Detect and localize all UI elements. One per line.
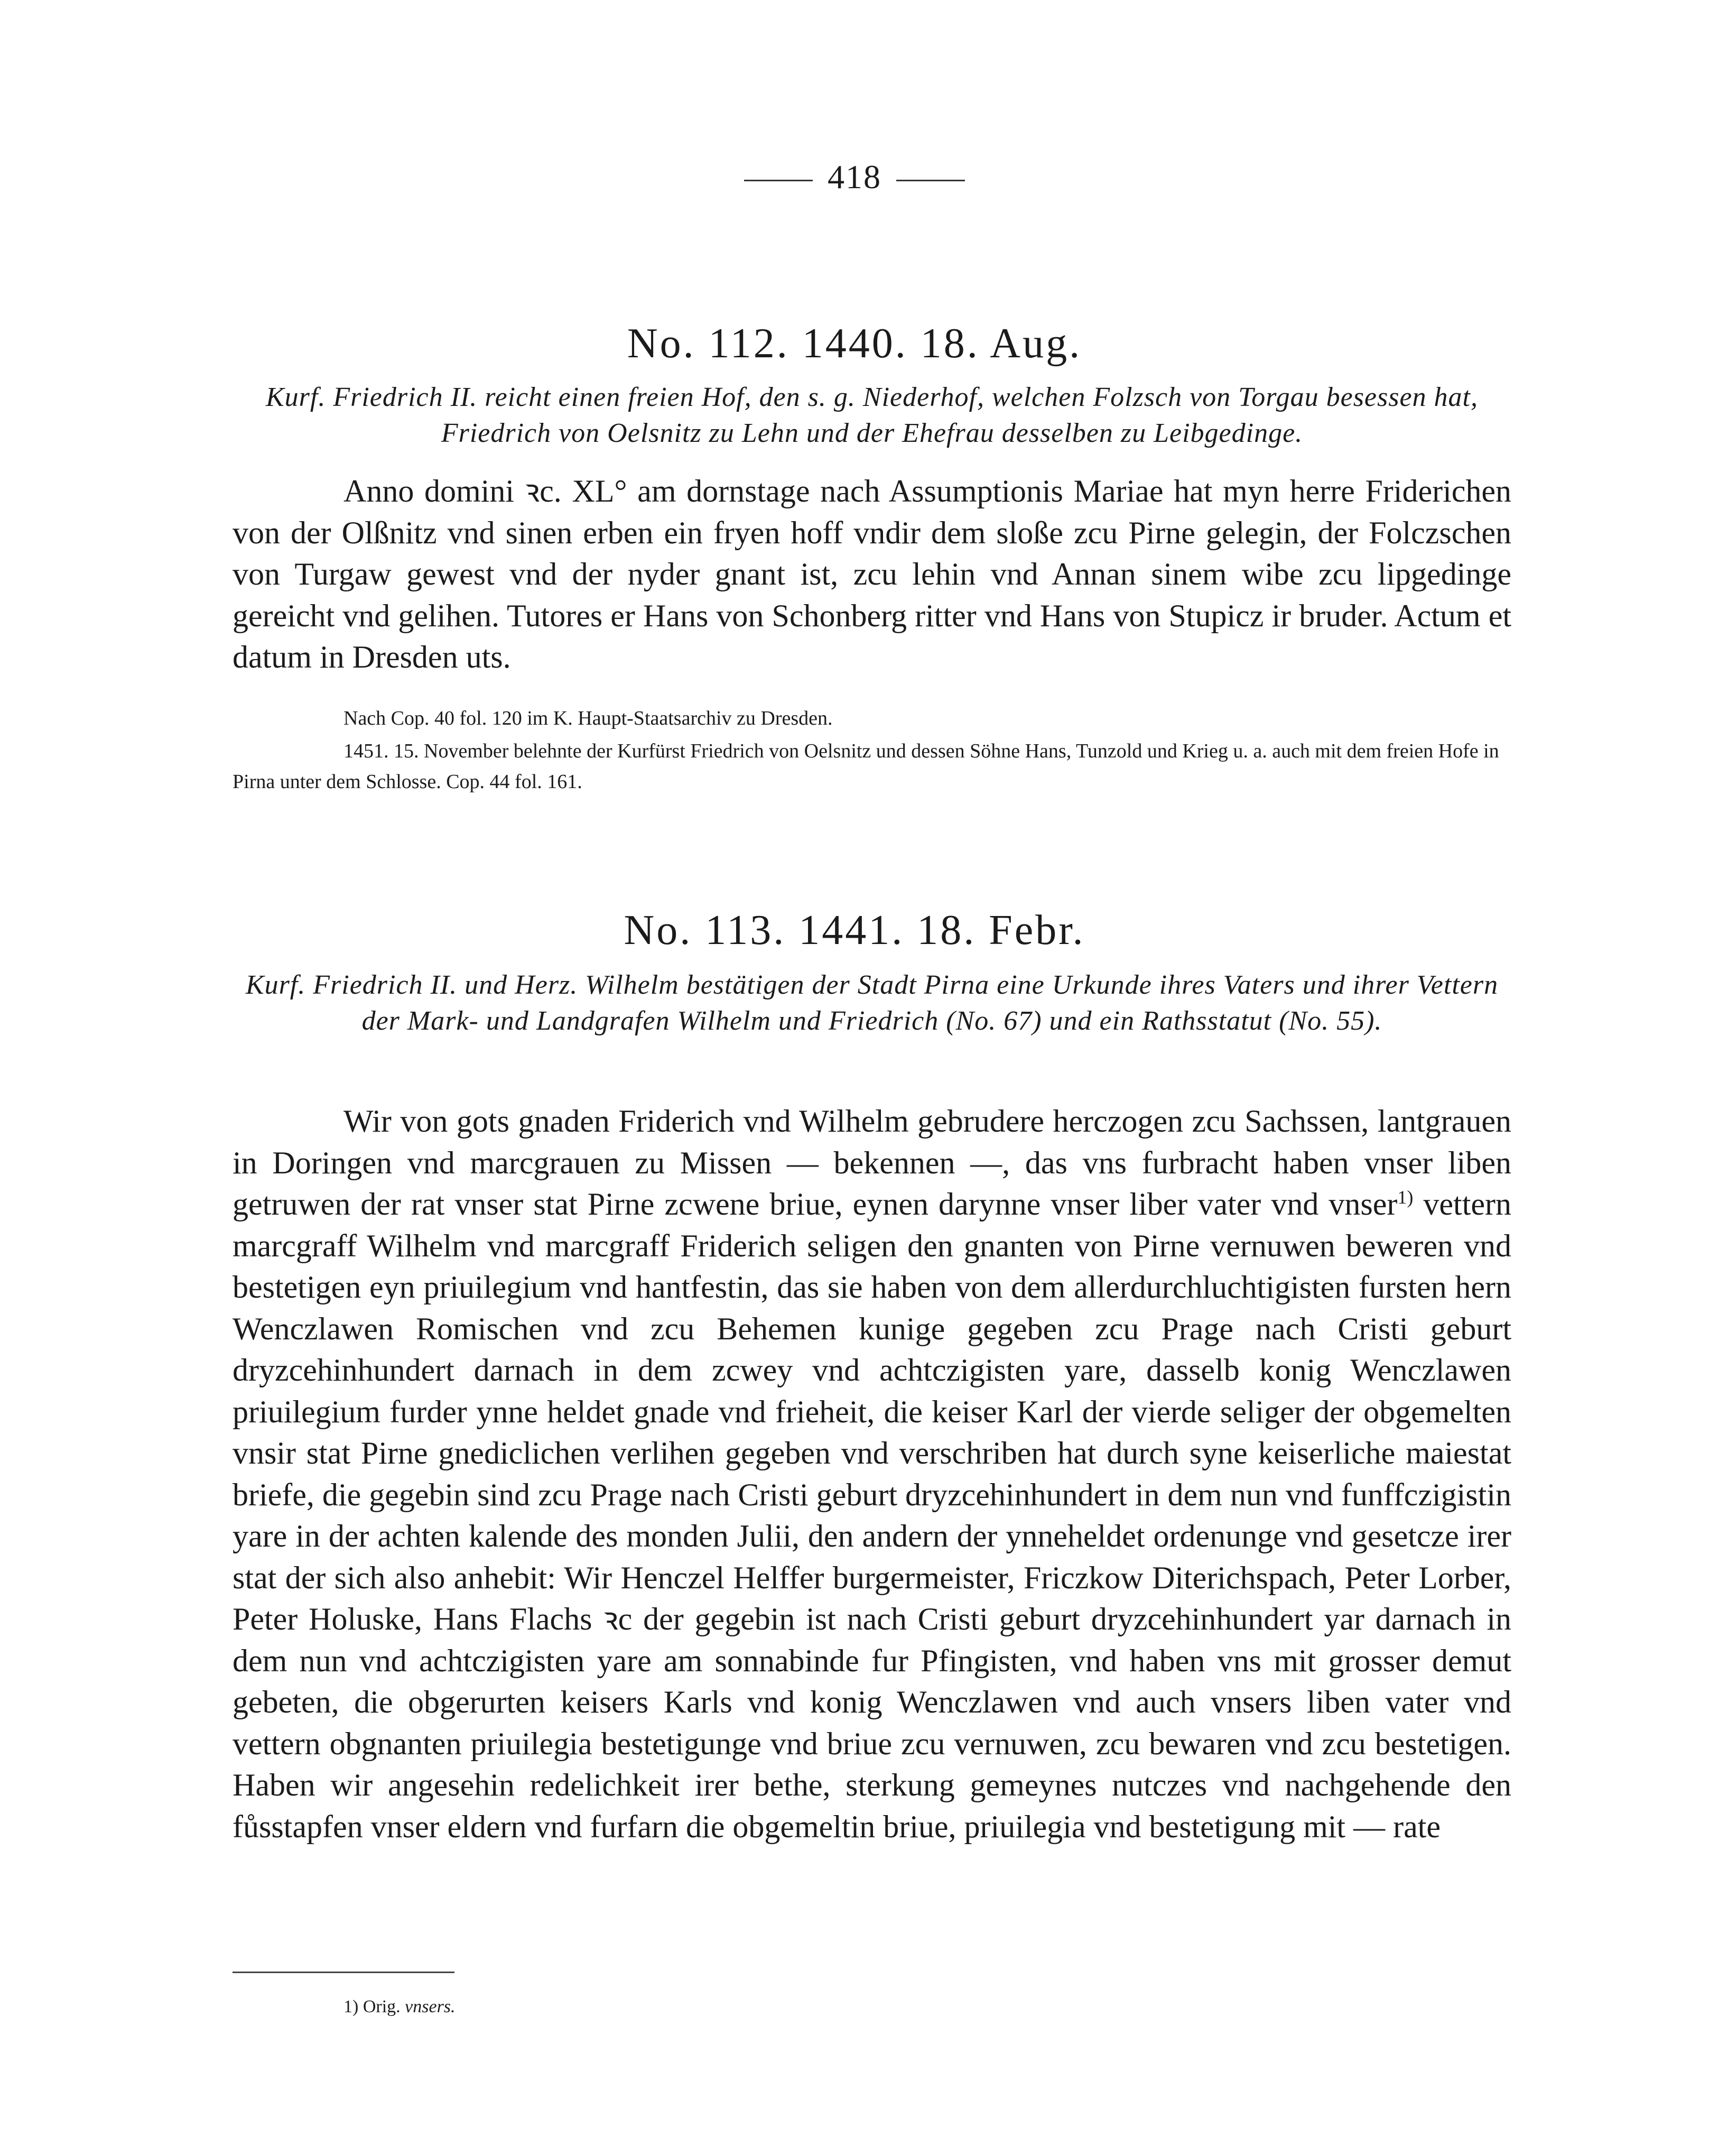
- document-text-113-part1: Wir von gots gnaden Friderich vnd Wilhelm gebrudere herczogen zcu Sachssen, lantgrauen in Doringen vnd marcgrauen zu Missen — bekennen —, das vns furbracht haben vnser liben getruwen der rat vnser stat Pirne zcwene briue, eynen darynne vnser liber vater vnd vnser: [233, 1104, 1511, 1222]
- source-note-112: Nach Cop. 40 fol. 120 im K. Haupt-Staatsarchiv zu Dresden.: [343, 707, 833, 729]
- document-heading-113: No. 113. 1441. 18. Febr.: [624, 907, 1085, 954]
- document-heading-112: No. 112. 1440. 18. Aug.: [627, 320, 1082, 367]
- header-rule-left: [744, 180, 813, 181]
- footnote-divider: [233, 1972, 454, 1973]
- document-text-112: Anno domini ꝛc. XL° am dornstage nach Assumptionis Mariae hat myn herre Friderichen von der Olßnitz vnd sinen erben ein fryen hoff vndir dem sloße zcu Pirne gelegin, der Folczschen von Turgaw gewest vnd der nyder gnant ist, zcu lehin vnd Annan sinem wibe zcu lipgedinge gereicht vnd gelihen. Tutores er Hans von Schonberg ritter vnd Hans von Stupicz ir bruder. Actum et datum in Dresden uts.: [233, 474, 1511, 674]
- page-header: [0, 156, 1709, 198]
- document-summary-113: Kurf. Friedrich II. und Herz. Wilhelm bestätigen der Stadt Pirna eine Urkunde ihres Vaters und ihrer Vettern der Mark- und Landgrafen Wilhelm und Friedrich (No. 67) und ein Rathsstatut (No. 55).: [245, 970, 1499, 1036]
- page-number: 418: [828, 158, 881, 196]
- document-summary-112: Kurf. Friedrich II. reicht einen freien Hof, den s. g. Niederhof, welchen Folzsch von Torgau besessen hat, Friedrich von Oelsnitz zu Lehn und der Ehefrau desselben zu Leibgedinge.: [265, 382, 1479, 448]
- footnote-marker: 1) Orig.: [343, 1997, 401, 2016]
- footnote-text: vnsers.: [405, 1997, 456, 2016]
- editorial-note-112: 1451. 15. November belehnte der Kurfürst Friedrich von Oelsnitz und dessen Söhne Hans, Tunzold und Krieg u. a. auch mit dem freien Hofe in Pirna unter dem Schlosse. Cop. 44 fol. 161.: [233, 740, 1499, 793]
- document-text-113-part2: vettern marcgraff Wilhelm vnd marcgraff Friderich seligen den gnanten von Pirne vernuwen beweren vnd bestetigen eyn priuilegium vnd hantfestin, das sie haben von dem allerdurchluchtigisten fursten hern Wenczlawen Romischen vnd zcu Behemen kunige gegeben zcu Prage nach Cristi geburt dryzcehinhundert darnach in dem zcwey vnd achtczigisten yare, dasselb konig Wenczlawen priuilegium furder ynne heldet gnade vnd frieheit, die keiser Karl der vierde seliger der obgemelten vnsir stat Pirne gnediclichen verlihen gegeben vnd verschriben hat durch syne keiserliche maiestat briefe, die gegebin sind zcu Prage nach Cristi geburt dryzcehinhundert in dem nun vnd funffczigistin yare in der achten kalende des monden Julii, den andern der ynneheldet ordenunge vnd gesetcze irer stat der sich also anhebit: Wir Henczel Helffer burgermeister, Friczkow Diterichspach, Peter Lorber, Peter Holuske, Hans Flachs ꝛc der gegebin ist nach Cristi geburt dryzcehinhundert yar darnach in dem nun vnd achtczigisten yare am sonnabinde fur Pfingisten, vnd haben vns mit grosser demut gebeten, die obgerurten keisers Karls vnd konig Wenczlawen vnd auch vnsers liben vater vnd vettern obgnanten priuilegia bestetigunge vnd briue zcu vernuwen, zcu bewaren vnd zcu bestetigen. Haben wir angesehin redelichkeit irer bethe, sterkung gemeynes nutczes vnd nachgehende den fůsstapfen vnser eldern vnd furfarn die obgemeltin briue, priuilegia vnd bestetigung mit — rate: [233, 1187, 1511, 1844]
- header-rule-right: [896, 180, 965, 181]
- footnote-reference: 1): [1397, 1187, 1414, 1208]
- footnote-1: [343, 1995, 456, 2019]
- document-text-113: [233, 1100, 1511, 1847]
